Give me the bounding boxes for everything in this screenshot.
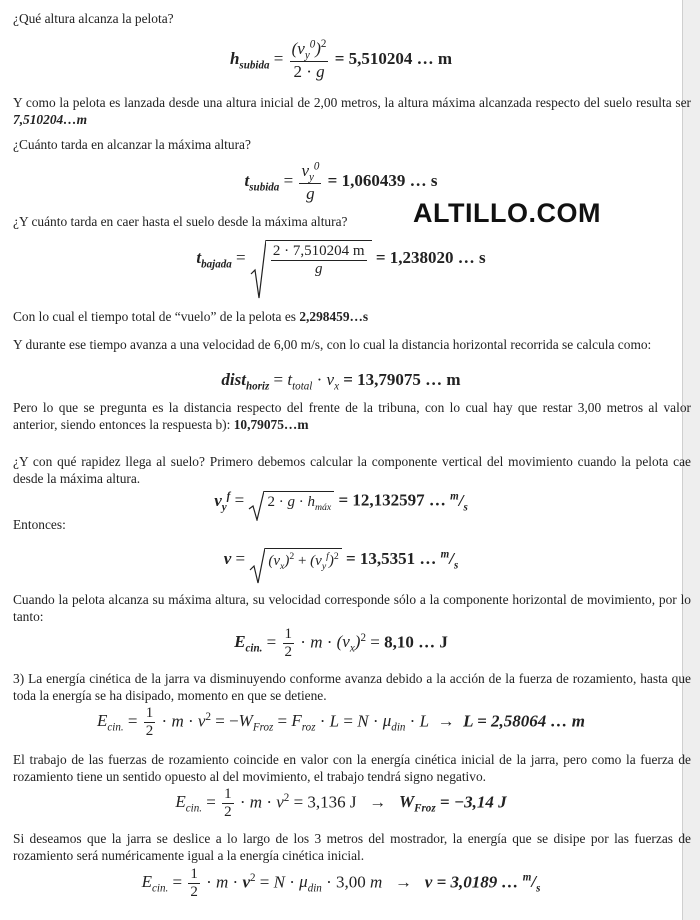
equation-distancia-L: $E_{cin.}$ = $\frac{1}{2}$ · $m \cdot v^2 = -W_{Froz} = F_{roz} \cdot L = N \cdot \mu_{din} \cdot L \to L = 2,58064$ … m bbox=[97, 705, 585, 739]
paragraph-trabajo: El trabajo de las fuerzas de rozamiento coincide en valor con la energía cinética inicial de la jarra, pero como la fuerza de rozamiento tiene un sentido opuesto al del movimiento, el trabajo tendrá signo negativo. bbox=[13, 752, 691, 784]
paragraph-respuesta-b bbox=[13, 399, 691, 433]
equation-t-bajada: $t_{bajada}$ = $\frac{2 \cdot 7,510204 m}{g}$ = 1,238020 … s bbox=[0, 240, 682, 278]
paragraph-entonces: Entonces: bbox=[13, 517, 66, 532]
energia-cinetica-value: 8,10 … J bbox=[384, 632, 448, 652]
distancia-value: = 13,79075 … m bbox=[343, 370, 461, 389]
wfroz-value: = −3,14 J bbox=[439, 792, 507, 812]
paragraph-tiempo-total bbox=[13, 308, 691, 325]
paragraph-deslizar: Si deseamos que la jarra se deslice a lo largo de los 3 metros del mostrador, la energía que se disipe por las fuerzas de rozamiento será numéricamente igual a la energía cinética inicial. bbox=[13, 831, 691, 863]
tiempo-total-value: 2,298459…s bbox=[299, 309, 369, 324]
altura-maxima-value: 7,510204…m bbox=[13, 112, 88, 127]
sqrt-symbol: $2 \cdot g \cdot h_{máx}$ bbox=[248, 491, 334, 513]
paragraph-distancia: Y durante ese tiempo avanza a una velocidad de 6,00 m/s, con lo cual la distancia horizontal recorrida se calcula como: bbox=[13, 337, 652, 352]
paragraph-punto-3: 3) La energía cinética de la jarra va disminuyendo conforme avanza debido a la acción de la fuerza de rozamiento, hasta que toda la energía se ha disipado, momento en que se detiene. bbox=[13, 671, 691, 703]
equation-t-subida: $t_{subida}$ = $\frac{v_y^0}{g}$ = 1,060439 … s bbox=[244, 160, 438, 204]
vy-final-value: = 12,132597 … bbox=[338, 490, 446, 510]
respuesta-b-value: 10,79075…m bbox=[233, 417, 309, 432]
sqrt-symbol: $\frac{2 \cdot 7,510204 m}{g}$ bbox=[250, 240, 372, 278]
paragraph-maxima-altura: Cuando la pelota alcanza su máxima altura, su velocidad corresponde sólo a la componente horizontal de movimiento, por lo tanto: bbox=[13, 592, 691, 624]
paragraph-altura-text: Y como la pelota es lanzada desde una altura inicial de 2,00 metros, la altura máxima alcanzada respecto del suelo resulta ser bbox=[13, 95, 691, 110]
t-bajada-value: = 1,238020 … s bbox=[375, 247, 486, 267]
equation-distancia: dist$_{horiz}$ = $t_{total} \cdot v_x = 13,79075$ … m bbox=[221, 370, 461, 393]
watermark: ALTILLO.COM bbox=[413, 198, 601, 228]
equation-energia-cinetica: $E_{cin.}$ = $\frac{1}{2}$ · $m \cdot (v_x)^2 = 8,10$ … J bbox=[234, 626, 448, 660]
L-value: L = 2,58064 … m bbox=[463, 711, 585, 731]
question-tiempo-subida: ¿Cuánto tarda en alcanzar la máxima altura? bbox=[13, 137, 251, 152]
velocidad-final-value: v = 3,0189 … bbox=[424, 872, 519, 892]
question-tiempo-bajada: ¿Y cuánto tarda en caer hasta el suelo desde la máxima altura? bbox=[13, 214, 348, 229]
equation-h-subida: $h_{subida}$ = $\frac{(v_y^0)^2}{2 \cdot g}$ = 5,510204 … m bbox=[229, 38, 453, 82]
t-subida-value: = 1,060439 … s bbox=[327, 170, 438, 190]
t-bajada-numerator: 2 · 7,510204 m bbox=[272, 243, 365, 259]
velocidad-value: = 13,5351 … bbox=[345, 548, 437, 568]
paragraph-altura-inicial bbox=[13, 94, 691, 128]
h-subida-value: = 5,510204 … m bbox=[334, 48, 453, 68]
sqrt-symbol: $(v_x)^2 + (v_y^f)^2$ bbox=[249, 548, 341, 572]
paragraph-rapidez: ¿Y con qué rapidez llega al suelo? Primero debemos calcular la componente vertical del movimiento cuando la pelota cae desde la máxima altura. bbox=[13, 454, 691, 486]
equation-velocidad: v = $(v_x)^2 + (v_y^f)^2 = 13,5351$ … $^m/_s$ bbox=[0, 548, 682, 572]
equation-trabajo-rozamiento: $E_{cin.}$ = $\frac{1}{2}$ · $m \cdot v^2 = 3,136$ $J \to W_{Froz} = -3,14$ J bbox=[175, 786, 507, 820]
equation-vy-final: $v_y^f$ = $2 \cdot g \cdot h_{máx} = 12,132597$ … $^m/_s$ bbox=[0, 490, 682, 513]
trabajo-value: = 3,136 J bbox=[293, 792, 357, 812]
respuesta-b-text: Pero lo que se pregunta es la distancia respecto del frente de la tribuna, con lo cual hay que restar 3,00 metros al valor anterior, siendo entonces la respuesta b): bbox=[13, 400, 691, 432]
question-altura: ¿Qué altura alcanza la pelota? bbox=[13, 11, 174, 26]
tiempo-total-text: Con lo cual el tiempo total de “vuelo” de la pelota es bbox=[13, 309, 300, 324]
equation-velocidad-final: $E_{cin.}$ = $\frac{1}{2}$ · $m \cdot v^2 = N \cdot \mu_{din} \cdot 3,00$ m → v = 3,0189 … $^m/_s$ bbox=[141, 866, 541, 900]
